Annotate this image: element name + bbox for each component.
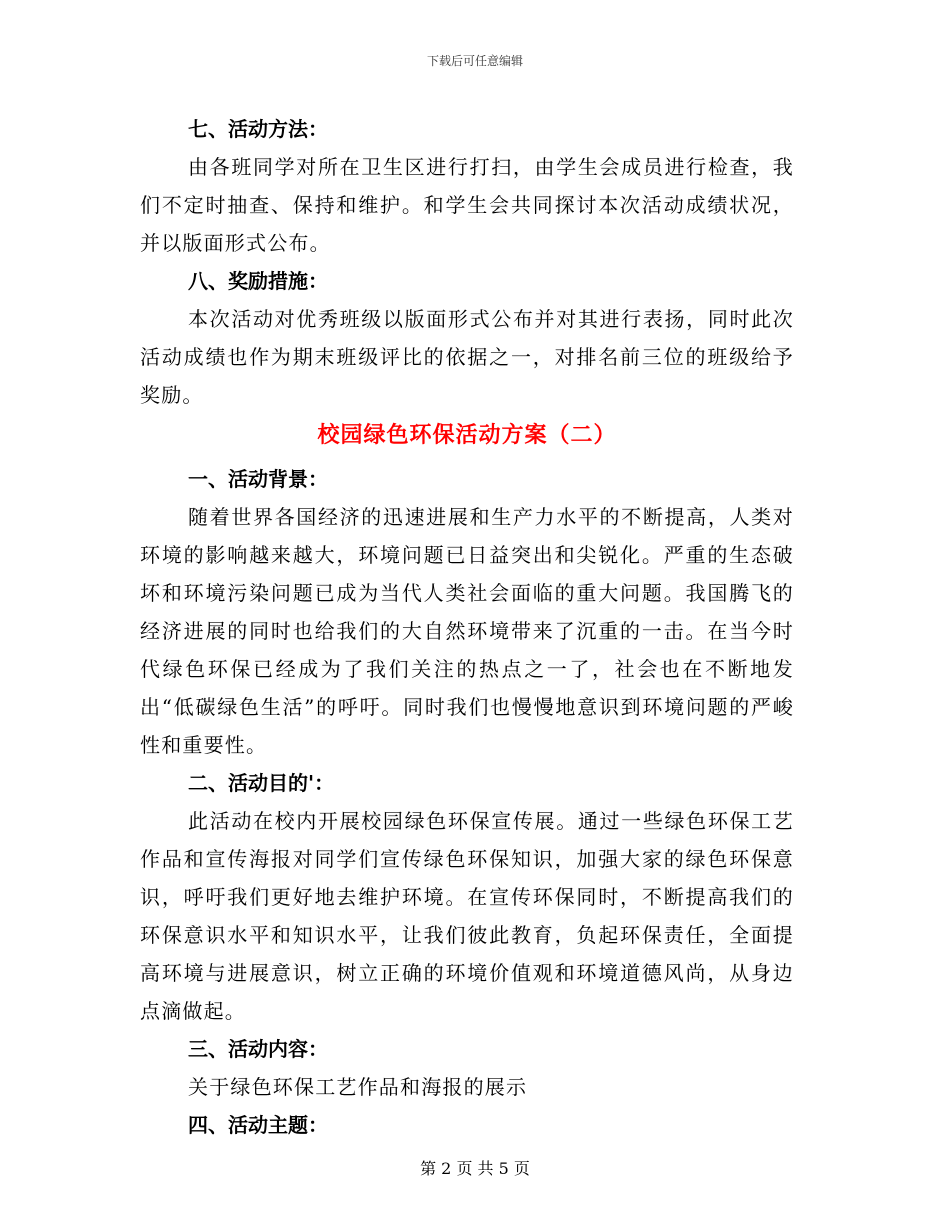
document-title: 校园绿色环保活动方案（二）	[317, 423, 617, 448]
document-body	[140, 110, 794, 1144]
section-heading-purpose: 二、活动目的'：	[188, 771, 335, 795]
section-heading-theme: 四、活动主题：	[188, 1113, 328, 1137]
section-paragraph-rewards: 本次活动对优秀班级以版面形式公布并对其进行表扬，同时此次活动成绩也作为期末班级评比的依据之一，对排名前三位的班级给予奖励。	[140, 307, 794, 407]
page-number: 第 2 页 共 5 页	[420, 1159, 530, 1178]
section-heading-background: 一、活动背景：	[188, 467, 328, 491]
section-heading-methods: 七、活动方法：	[188, 117, 328, 141]
section-paragraph-content: 关于绿色环保工艺作品和海报的展示	[188, 1075, 528, 1099]
header-note: 下载后可任意编辑	[426, 54, 523, 68]
section-paragraph-background: 随着世界各国经济的迅速进展和生产力水平的不断提高，人类对环境的影响越来越大，环境问题已日益突出和尖锐化。严重的生态破坏和环境污染问题已成为当代人类社会面临的重大问题。我国腾飞的经济进展的同时也给我们的大自然环境带来了沉重的一击。在当今时代绿色环保已经成为了我们关注的热点之一了，社会也在不断地发出“低碳绿色生活”的呼吁。同时我们也慢慢地意识到环境问题的严峻性和重要性。	[140, 505, 794, 757]
section-paragraph-methods: 由各班同学对所在卫生区进行打扫，由学生会成员进行检查，我们不定时抽查、保持和维护。和学生会共同探讨本次活动成绩状况，并以版面形式公布。	[140, 155, 794, 255]
section-heading-content: 三、活动内容：	[188, 1037, 328, 1061]
section-paragraph-purpose: 此活动在校内开展校园绿色环保宣传展。通过一些绿色环保工艺作品和宣传海报对同学们宣传绿色环保知识，加强大家的绿色环保意识，呼吁我们更好地去维护环境。在宣传环保同时，不断提高我们的环保意识水平和知识水平，让我们彼此教育，负起环保责任，全面提高环境与进展意识，树立正确的环境价值观和环境道德风尚，从身边点滴做起。	[140, 809, 794, 1023]
section-heading-rewards: 八、奖励措施：	[188, 269, 328, 293]
